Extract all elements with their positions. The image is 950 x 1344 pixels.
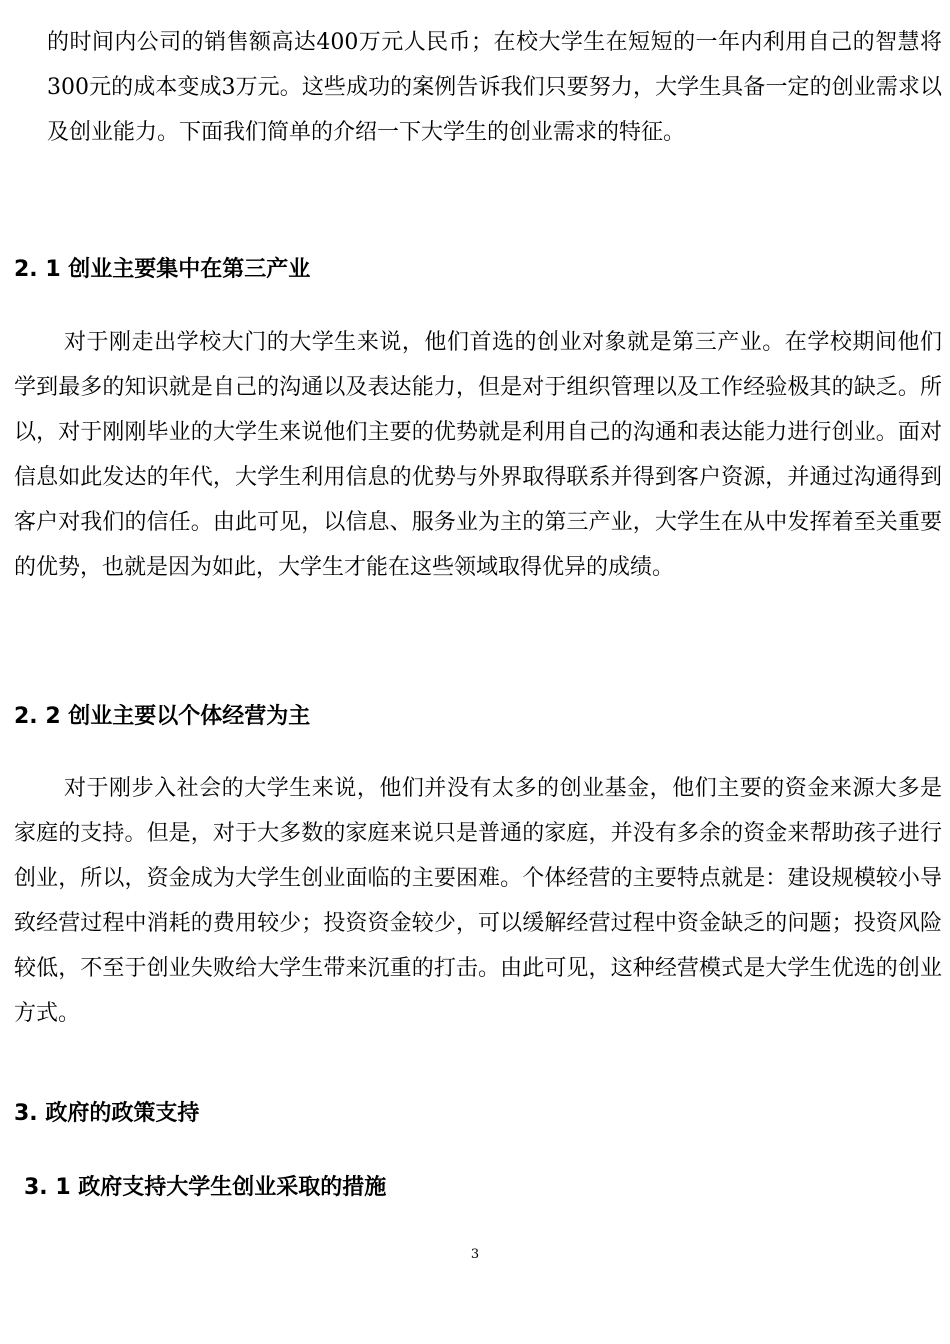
section-2-2-paragraph: 对于刚步入社会的大学生来说，他们并没有太多的创业基金，他们主要的资金来源大多是家庭的支持。但是，对于大多数的家庭来说只是普通的家庭，并没有多余的资金来帮助孩子进行创业，所以，资金成为大学生创业面临的主要困难。个体经营的主要特点就是：建设规模较小导致经营过程中消耗的费用较少；投资资金较少，可以缓解经营过程中资金缺乏的问题；投资风险较低，不至于创业失败给大学生带来沉重的打击。由此可见，这种经营模式是大学生优选的创业方式。 — [14, 776, 942, 1026]
section-2-2-heading-block — [14, 702, 942, 732]
section-3-1-heading-block — [24, 1173, 950, 1203]
section-2-1-paragraph: 对于刚走出学校大门的大学生来说，他们首选的创业对象就是第三产业。在学校期间他们学到最多的知识就是自己的沟通以及表达能力，但是对于组织管理以及工作经验极其的缺乏。所以，对于刚刚毕业的大学生来说他们主要的优势就是利用自己的沟通和表达能力进行创业。面对信息如此发达的年代，大学生利用信息的优势与外界取得联系并得到客户资源，并通过沟通得到客户对我们的信任。由此可见，以信息、服务业为主的第三产业，大学生在从中发挥着至关重要的优势，也就是因为如此，大学生才能在这些领域取得优异的成绩。 — [14, 330, 942, 580]
intro-paragraph-block — [14, 20, 942, 155]
section-2-1-body-block — [14, 320, 942, 590]
section-2-2-heading: 2. 2 创业主要以个体经营为主 — [14, 704, 311, 729]
intro-continuation-paragraph: 的时间内公司的销售额高达400万元人民币；在校大学生在短短的一年内利用自己的智慧将300元的成本变成3万元。这些成功的案例告诉我们只要努力，大学生具备一定的创业需求以及创业能力。下面我们简单的介绍一下大学生的创业需求的特征。 — [47, 30, 942, 145]
section-3-heading-block — [14, 1099, 942, 1129]
section-2-1-heading-block — [14, 255, 942, 285]
section-2-1-heading: 2. 1 创业主要集中在第三产业 — [14, 257, 311, 282]
section-3-heading: 3. 政府的政策支持 — [14, 1101, 200, 1126]
section-3-1-heading: 3. 1 政府支持大学生创业采取的措施 — [24, 1175, 387, 1200]
section-2-2-body-block — [14, 766, 942, 1036]
page-number: 3 — [470, 1247, 480, 1262]
